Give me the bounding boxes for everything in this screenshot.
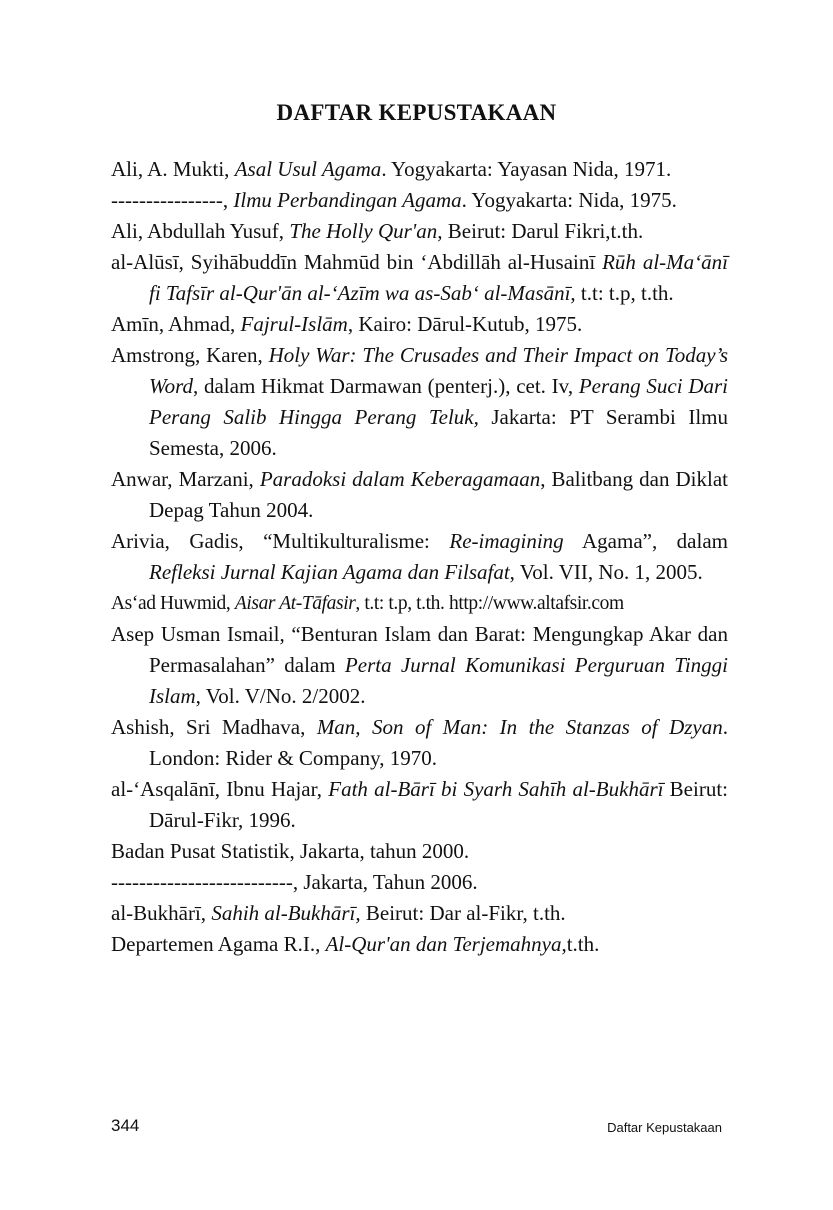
running-title: Daftar Kepustakaan [607,1120,722,1135]
entry-title: Holy War: The Crusades and Their Impact on Today’s Word [149,343,728,398]
entry-author: Ali, Abdullah Yusuf, [111,219,290,243]
bibliography-entry [111,309,728,340]
entry-author: Asep Usman Ismail, “Benturan Islam dan Barat: Mengungkap Akar dan Permasalahan” dalam [111,622,728,677]
entry-author: Ashish, Sri Madhava, [111,715,317,739]
entry-publication: . Yogyakarta: Nida, 1975. [461,188,677,212]
bibliography-entry [111,526,728,588]
entry-title: Fath al-Bārī bi Syarh Sahīh al-Bukhārī [328,777,664,801]
entry-author: al-Alūsī, Syihābuddīn Mahmūd bin ‘Abdillāh al-Husainī [111,250,603,274]
entry-publication: , Kairo: Dārul-Kutub, 1975. [347,312,583,336]
entry-title: Aisar At-Tāfasir [234,593,356,614]
entry-author: al-‘Asqalānī, Ibnu Hajar, [111,777,329,801]
entry-publication: , Balitbang dan Diklat Depag Tahun 2004. [149,467,728,522]
bibliography-entry [111,836,728,867]
entry-publication: , Vol. V/No. 2/2002. [195,684,366,708]
entry-title-secondary: Refleksi Jurnal Kajian Agama dan Filsafat [149,560,510,584]
bibliography-entry [111,154,728,185]
bibliography-entry [111,216,728,247]
entry-author: Amīn, Ahmad, [111,312,241,336]
entry-publication: , t.t: t.p, t.th. [570,281,674,305]
page-number: 344 [111,1116,140,1135]
entry-author: Amstrong, Karen, [111,343,269,367]
entry-title: Al-Qur'an dan Terjemahnya [325,932,562,956]
entry-author: As‘ad Huwmid, [111,593,235,614]
entry-title: Ilmu Perbandingan Agama [233,188,462,212]
bibliography-entry [111,588,728,619]
entry-author: al-Bukhārī, [111,901,212,925]
entry-publication: Beirut: Dar al-Fikr, t.th. [360,901,566,925]
bibliography-list [111,154,728,960]
entry-author: Departemen Agama R.I., [111,932,326,956]
bibliography-entry [111,898,728,929]
entry-publication: , t.t: t.p, t.th. http://www.altafsir.com [355,593,624,614]
entry-title: Man, Son of Man: In the Stanzas of Dzyan [316,715,723,739]
entry-publication: Beirut: Dārul-Fikr, 1996. [149,777,728,832]
entry-publication: Agama”, dalam [563,529,728,553]
bibliography-entry [111,712,728,774]
bibliography-entry [111,774,728,836]
entry-author: Badan Pusat Statistik, Jakarta, tahun 2000. [111,839,470,863]
page-title: DAFTAR KEPUSTAKAAN [276,100,557,125]
entry-title: Paradoksi dalam Keberagamaan [259,467,541,491]
entry-author: Anwar, Marzani, [111,467,260,491]
entry-publication: Beirut: Darul Fikri,t.th. [442,219,644,243]
entry-author: Ali, A. Mukti, [111,157,235,181]
bibliography-entry [111,929,728,960]
entry-author: Arivia, Gadis, “Multikulturalisme: [111,529,450,553]
entry-publication-secondary: , Vol. VII, No. 1, 2005. [509,560,703,584]
entry-title: Asal Usul Agama [234,157,382,181]
bibliography-entry [111,247,728,309]
entry-title: Perta Jurnal Komunikasi Perguruan Tinggi Islam [149,653,728,708]
entry-publication: , dalam Hikmat Darmawan (penterj.), cet. Iv, [192,374,579,398]
bibliography-entry [111,340,728,464]
entry-title-secondary: Perang Suci Dari Perang Salib Hingga Perang Teluk, [149,374,728,429]
entry-author: ----------------, [111,188,234,212]
entry-title: The Holly Qur'an, [289,219,443,243]
entry-publication-secondary: Jakarta: PT Serambi Ilmu Semesta, 2006. [149,405,728,460]
entry-title: Rūh al-Ma‘ānī fi Tafsīr al-Qur'ān al-‘Azīm wa as-Sab‘ al-Masānī [149,250,728,305]
bibliography-entry [111,185,728,216]
entry-title: Sahih al-Bukhārī, [211,901,361,925]
bibliography-entry [111,464,728,526]
bibliography-entry [111,619,728,712]
entry-title: Re-imagining [449,529,564,553]
bibliography-entry [111,867,728,898]
entry-publication: . Yogyakarta: Yayasan Nida, 1971. [381,157,672,181]
entry-title: Fajrul-Islām [240,312,348,336]
entry-publication: . London: Rider & Company, 1970. [149,715,728,770]
entry-author: --------------------------, Jakarta, Tahun 2006. [111,870,478,894]
entry-publication: ,t.th. [561,932,600,956]
